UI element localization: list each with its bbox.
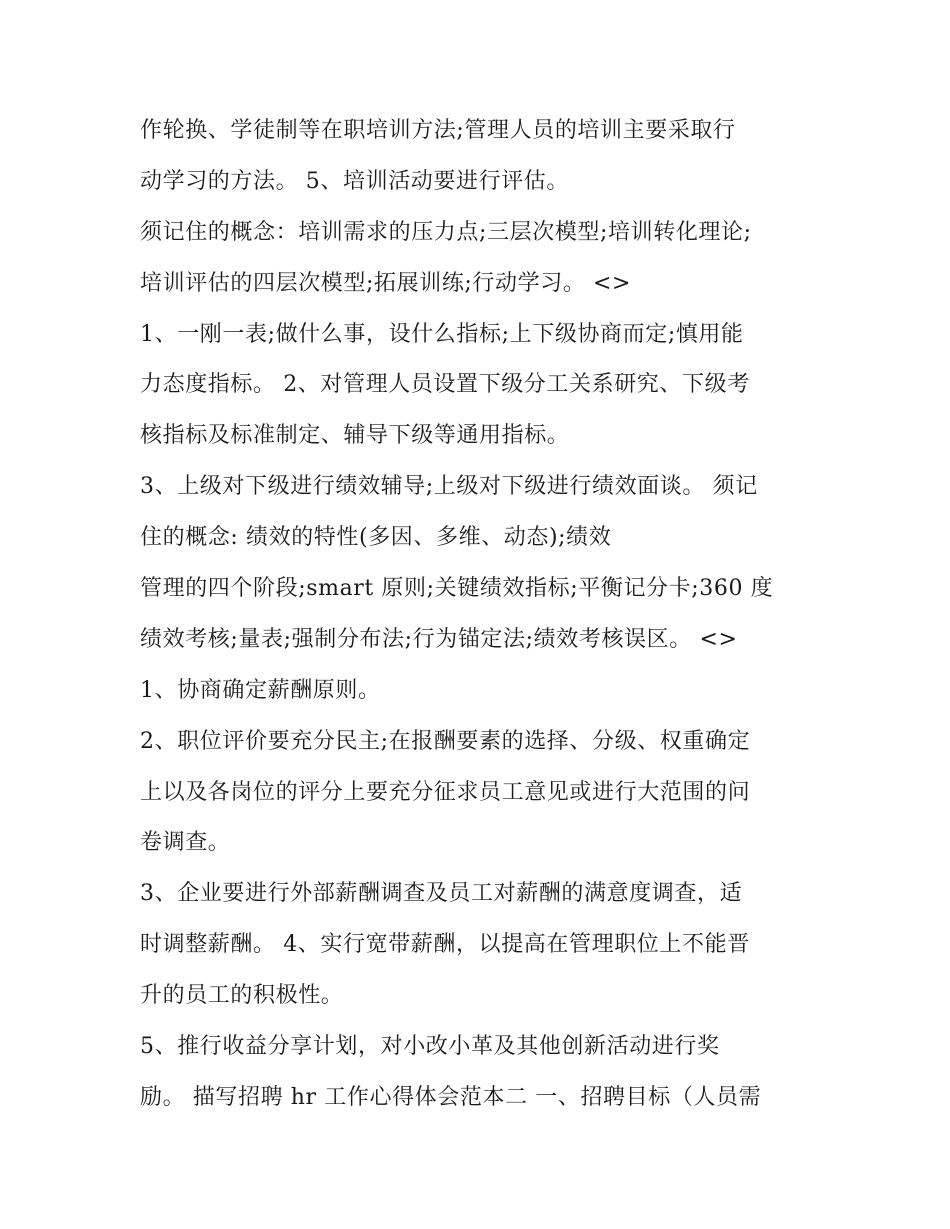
text-line: 1、一刚一表;做什么事，设什么指标;上下级协商而定;慎用能 — [140, 321, 744, 347]
text-line: 作轮换、学徒制等在职培训方法;管理人员的培训主要采取行 — [140, 118, 736, 143]
text-line: 动学习的方法。 5、培训活动要进行评估。 — [140, 168, 569, 194]
text-line: 培训评估的四层次模型;拓展训练;行动学习。 <> — [140, 270, 632, 296]
text-line: 升的员工的积极性。 — [140, 983, 344, 1009]
text-line: 3、上级对下级进行绩效辅导;上级对下级进行绩效面谈。 须记 — [140, 474, 758, 500]
document-body — [140, 106, 820, 1124]
text-line: 上以及各岗位的评分上要充分征求员工意见或进行大范围的问 — [140, 779, 751, 805]
text-line: 1、协商确定薪酬原则。 — [140, 677, 381, 703]
text-line: 励。 描写招聘 hr 工作心得体会范本二 一、招聘目标（人员需 — [140, 1084, 762, 1110]
text-line: 力态度指标。 2、对管理人员设置下级分工关系研究、下级考 — [140, 372, 750, 398]
text-line: 5、推行收益分享计划，对小改小革及其他创新活动进行奖 — [140, 1034, 720, 1060]
text-line: 管理的四个阶段;smart 原则;关键绩效指标;平衡记分卡;360 度 — [140, 576, 774, 602]
text-line: 3、企业要进行外部薪酬调查及员工对薪酬的满意度调查，适 — [140, 881, 743, 907]
text-line: 须记住的概念：培训需求的压力点;三层次模型;培训转化理论; — [140, 219, 752, 245]
text-line: 绩效考核;量表;强制分布法;行为锚定法;绩效考核误区。 <> — [140, 626, 738, 652]
text-line: 卷调查。 — [140, 830, 231, 856]
text-line: 2、职位评价要充分民主;在报酬要素的选择、分级、权重确定 — [140, 728, 751, 754]
text-line: 核指标及标准制定、辅导下级等通用指标。 — [140, 423, 570, 449]
text-line: 住的概念: 绩效的特性(多因、多维、动态);绩效 — [140, 525, 612, 551]
text-line: 时调整薪酬。 4、实行宽带薪酬，以提高在管理职位上不能晋 — [140, 932, 750, 958]
